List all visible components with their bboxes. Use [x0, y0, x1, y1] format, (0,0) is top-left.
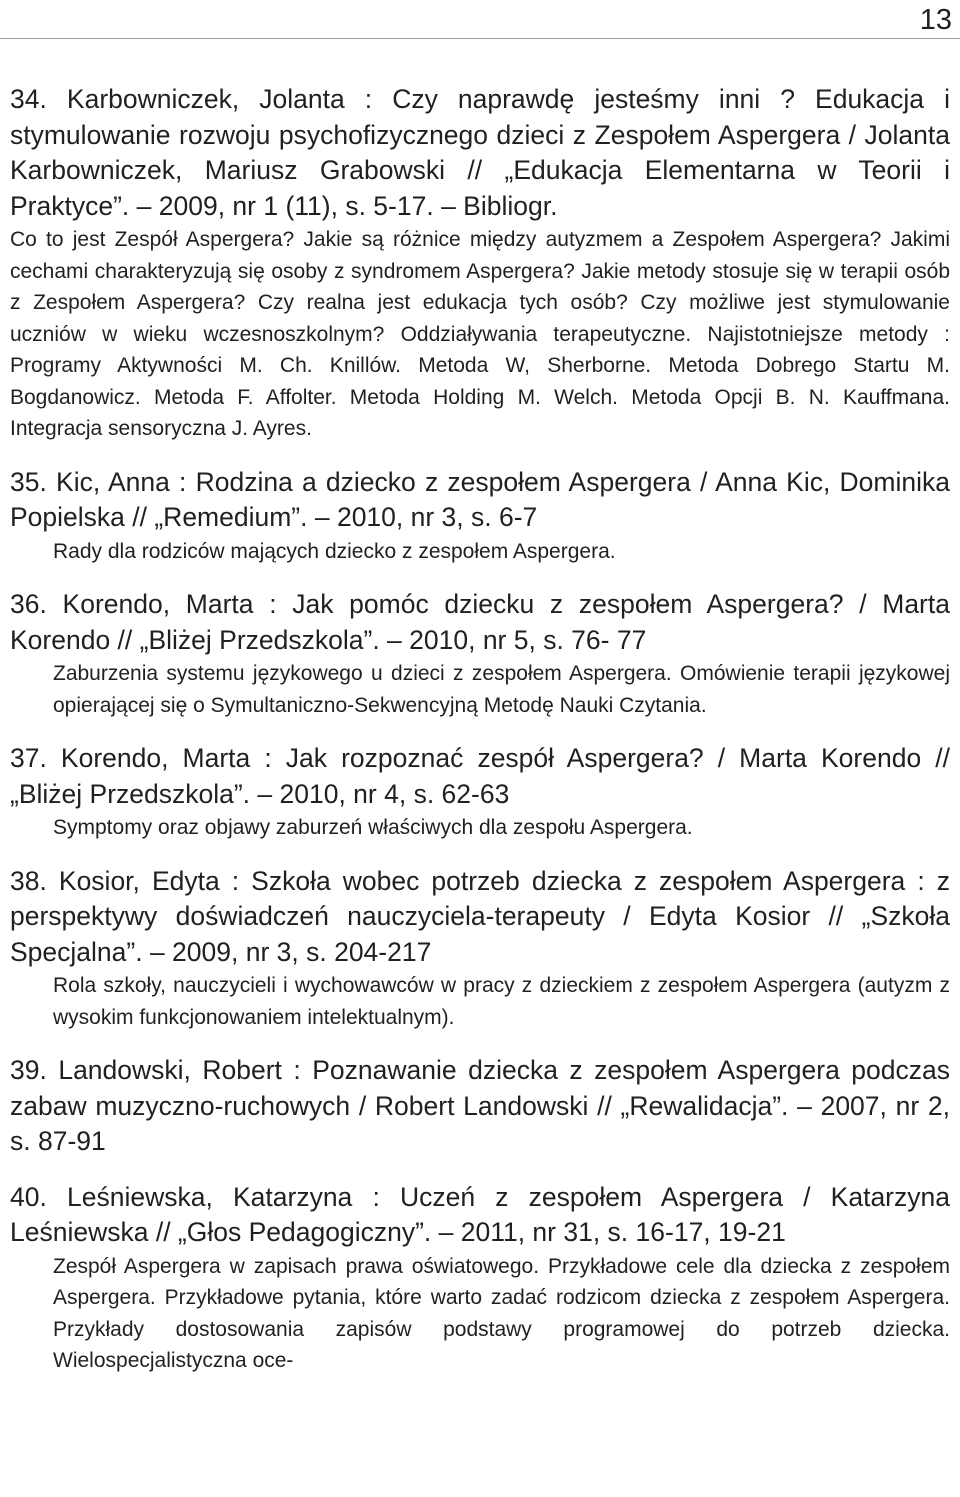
entry-annotation: Zaburzenia systemu językowego u dzieci z zespołem Aspergera. Omówienie terapii językowej opierającej się o Symultaniczno-Sekwencyjną Metodę Nauki Czytania.	[53, 662, 950, 717]
bibliography-entry	[10, 82, 950, 445]
citation-text: Korendo, Marta : Jak rozpoznać zespół Aspergera? / Marta Korendo // „Bliżej Przedszkola”. – 2010, nr 4, s. 62-63	[10, 743, 950, 809]
entry-annotation: Zespół Aspergera w zapisach prawa oświatowego. Przykładowe cele dla dziecka z zespołem Aspergera. Przykładowe pytania, które warto zadać rodzicom dziecka z zespołem Aspergera. Przykłady dostosowania zapisów podstawy programowej do potrzeb dziecka. Wielospecjalistyczna oce-	[53, 1254, 950, 1372]
entry-citation	[10, 1180, 950, 1251]
citation-text: Korendo, Marta : Jak pomóc dziecku z zespołem Aspergera? / Marta Korendo // „Bliżej Przedszkola”. – 2010, nr 5, s. 76- 77	[10, 589, 950, 655]
citation-text: Landowski, Robert : Poznawanie dziecka z zespołem Aspergera podczas zabaw muzyczno-ruchowych / Robert Landowski // „Rewalidacja”. – 2007, nr 2, s. 87-91	[10, 1055, 950, 1156]
entry-number: 40.	[10, 1181, 47, 1212]
entry-citation	[10, 82, 950, 224]
entry-citation	[10, 741, 950, 812]
bibliography-entry	[10, 1180, 950, 1377]
entry-citation	[10, 465, 950, 536]
entry-annotation: Co to jest Zespół Aspergera? Jakie są różnice między autyzmem a Zespołem Aspergera? Jakimi cechami charakteryzują się osoby z syndromem Aspergera? Jakie metody stosuje się w terapii osób z Zespołem Aspergera? Czy realna jest edukacja tych osób? Czy możliwe jest stymulowanie uczniów w wieku wczesnoszkolnym? Oddziaływania terapeutyczne. Najistotniejsze metody : Programy Aktywności M. Ch. Knillów. Metoda W, Sherborne. Metoda Dobrego Startu M. Bogdanowicz. Metoda F. Affolter. Metoda Holding M. Welch. Metoda Opcji B. N. Kauffmana. Integracja sensoryczna J. Ayres.	[10, 228, 950, 440]
entry-annotation: Rola szkoły, nauczycieli i wychowawców w pracy z dzieckiem z zespołem Aspergera (autyzm z wysokim funkcjonowaniem intelektualnym).	[53, 974, 950, 1029]
bibliography-entry	[10, 864, 950, 1034]
citation-text: Karbowniczek, Jolanta : Czy naprawdę jesteśmy inni ? Edukacja i stymulowanie rozwoju psychofizycznego dzieci z Zespołem Aspergera / Jolanta Karbowniczek, Mariusz Grabowski // „Edukacja Elementarna w Teorii i Praktyce”. – 2009, nr 1 (11), s. 5-17. – Bibliogr.	[10, 84, 950, 221]
entry-citation	[10, 864, 950, 971]
page-number: 13	[919, 4, 952, 36]
entry-number: 39.	[10, 1055, 47, 1085]
entry-citation	[10, 1053, 950, 1160]
entry-number: 34.	[10, 84, 47, 114]
entry-citation	[10, 587, 950, 658]
citation-text: Leśniewska, Katarzyna : Uczeń z zespołem Aspergera / Katarzyna Leśniewska // „Głos Pedagogiczny”. – 2011, nr 31, s. 16-17, 19-21	[10, 1181, 950, 1247]
bibliography-list	[10, 82, 950, 1397]
entry-number: 37.	[10, 743, 47, 773]
bibliography-entry	[10, 465, 950, 568]
bibliography-entry	[10, 741, 950, 844]
bibliography-entry	[10, 1053, 950, 1160]
entry-number: 36.	[10, 589, 47, 619]
entry-number: 38.	[10, 865, 47, 896]
bibliography-entry	[10, 587, 950, 721]
entry-annotation: Rady dla rodziców mających dziecko z zespołem Aspergera.	[53, 539, 616, 563]
entry-number: 35.	[10, 466, 47, 497]
citation-text: Kic, Anna : Rodzina a dziecko z zespołem Aspergera / Anna Kic, Dominika Popielska // „Remedium”. – 2010, nr 3, s. 6-7	[10, 466, 950, 532]
citation-text: Kosior, Edyta : Szkoła wobec potrzeb dziecka z zespołem Aspergera : z perspektywy doświadczeń nauczyciela-terapeuty / Edyta Kosior // „Szkoła Specjalna”. – 2009, nr 3, s. 204-217	[10, 865, 950, 967]
entry-annotation: Symptomy oraz objawy zaburzeń właściwych dla zespołu Aspergera.	[53, 816, 693, 839]
header-rule	[0, 38, 960, 39]
